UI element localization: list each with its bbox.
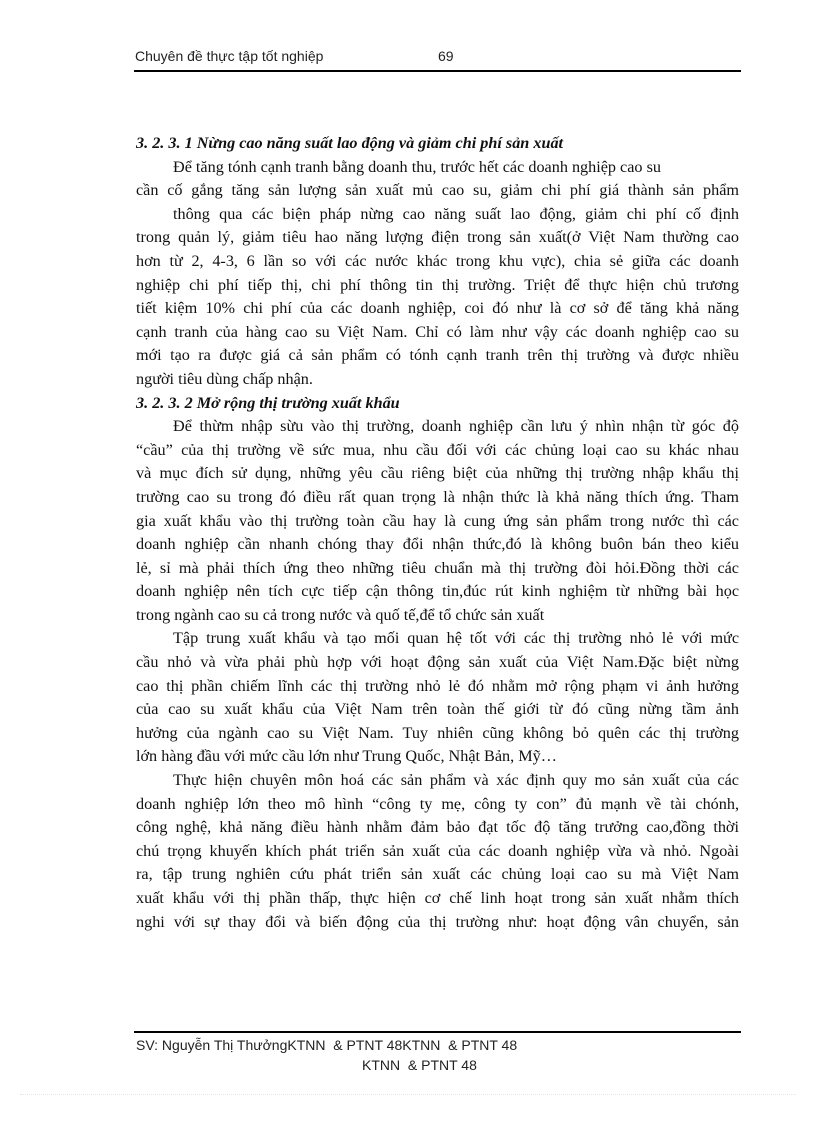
running-header-title: Chuyên đề thực tập tốt nghiệp [135, 48, 324, 64]
body-line: mới tạo ra được giá cả sản phẩm có tónh cạnh tranh trên thị trường và được nhiều [136, 346, 739, 365]
body-line: nghiệp chi phí tiếp thị, chi phí thông tin thị trường. Triệt để thực hiện chủ trương [136, 275, 739, 294]
body-line: Tập trung xuất khẩu và tạo mối quan hệ tốt với các thị trường nhỏ lẻ với mức [173, 629, 739, 648]
body-line: trong ngành cao su cả trong nước và quố tế,để tổ chức sản xuất [136, 605, 545, 624]
body-line: gia xuất khẩu vào thị trường toàn cầu hay là cung ứng sản phẩm trong nước thì các [136, 511, 739, 530]
body-line: cầu nhỏ và vừa phải phù hợp với hoạt động sản xuất của Việt Nam.Đặc biệt nừng [136, 653, 739, 672]
body-line: tiết kiệm 10% chi phí của các doanh nghiệp, coi đó như là cơ sở để tăng khả năng [136, 299, 739, 318]
body-line: trường cao su trong đó điều rất quan trọng là nhận thức là khả năng thích ứng. Tham [136, 487, 739, 506]
body-line: cần cố gắng tăng sản lượng sản xuất mủ cao su, giảm chi phí giá thành sản phẩm [136, 181, 739, 200]
body-line: xuất khẩu với thị phần thấp, thực hiện cơ chế linh hoạt trong sản xuất nhằm thích [136, 889, 739, 907]
body-line: “cầu” của thị trường về sức mua, nhu cầu đối với các chủng loại cao su khác nhau [136, 440, 739, 459]
body-line: trong quản lý, giảm tiêu hao năng lượng điện trong sản xuất(ở Việt Nam thường cao [136, 228, 739, 247]
page-number: 69 [438, 48, 454, 64]
body-line: doanh nghiệp cần nhanh chóng thay đổi nhận thức,đó là không buôn bán theo kiểu [136, 535, 739, 554]
body-text [136, 132, 739, 934]
body-line: nghi với sự thay đổi và biến động của thị trường như: hoạt động vân chuyển, sản [136, 912, 739, 931]
body-line: doanh nghiệp nên tích cực tiếp cận thông tin,đúc rút kinh nghiệm từ những bài học [136, 582, 739, 601]
body-line: lớn hàng đầu với mức cầu lớn như Trung Quốc, Nhật Bản, Mỹ… [136, 747, 557, 766]
body-line: cao thị phần chiếm lĩnh các thị trường nhỏ lẻ đó nhằm mở rộng phạm vi ảnh hưởng [136, 676, 739, 695]
section-heading: 3. 2. 3. 1 Nừng cao năng suất lao động và giảm chi phí sản xuất [136, 134, 564, 152]
body-line: chú trọng khuyến khích phát triển sản xuất của các doanh nghiệp vừa và nhỏ. Ngoài [136, 841, 739, 860]
section-heading: 3. 2. 3. 2 Mở rộng thị trường xuất khẩu [136, 393, 400, 412]
body-line: doanh nghiệp lớn theo mô hình “công ty mẹ, công ty con” đủ mạnh về tài chónh, [136, 794, 739, 813]
body-line: ra, tập trung nghiên cứu phát triển sản xuất các chủng loại cao su mà Việt Nam [136, 865, 739, 884]
body-line: hưởng của ngành cao su Việt Nam. Tuy nhiên cũng không bỏ quên các thị trường [136, 723, 739, 742]
body-line: thông qua các biện pháp nừng cao năng suất lao động, giảm chi phí cố định [173, 204, 739, 223]
header-rule [134, 70, 741, 72]
body-line: và mục đích sử dụng, những yêu cầu riêng biệt của những thị trường nhập khẩu thị [136, 464, 739, 483]
body-line: lẻ, sỉ mà phải thích ứng theo những tiêu chuẩn mà thị trường đòi hỏi.Đồng thời các [136, 558, 739, 577]
body-line: cạnh tranh của hàng cao su Việt Nam. Chỉ có làm như vậy các doanh nghiệp cao su [136, 322, 739, 341]
footer-author-line: SV: Nguyễn Thị ThưởngKTNN & PTNT 48KTNN & PTNT 48 [136, 1037, 518, 1053]
footer-class-line: KTNN & PTNT 48 [362, 1057, 477, 1073]
body-line: Để tăng tónh cạnh tranh bằng doanh thu, trước hết các doanh nghiệp cao su [173, 157, 661, 176]
page-bottom-border [20, 1094, 796, 1095]
footer-rule [134, 1031, 741, 1033]
body-line: công nghệ, khả năng điều hành nhằm đảm bảo đạt tốc độ tăng trưởng cao,đồng thời [136, 818, 739, 837]
body-line: Để thừm nhập sừu vào thị trường, doanh nghiệp cần lưu ý nhìn nhận từ góc độ [173, 417, 739, 436]
body-line: của cao su xuất khẩu của Việt Nam trên toàn thế giới từ đó cũng nừng tầm ảnh [136, 700, 739, 719]
body-line: người tiêu dùng chấp nhận. [136, 369, 313, 388]
body-line: hơn từ 2, 4-3, 6 lần so với các nước khác trong khu vực), chia sẻ giữa các doanh [136, 251, 739, 270]
body-line: Thực hiện chuyên môn hoá các sản phẩm và xác định quy mo sản xuất của các [173, 771, 739, 790]
